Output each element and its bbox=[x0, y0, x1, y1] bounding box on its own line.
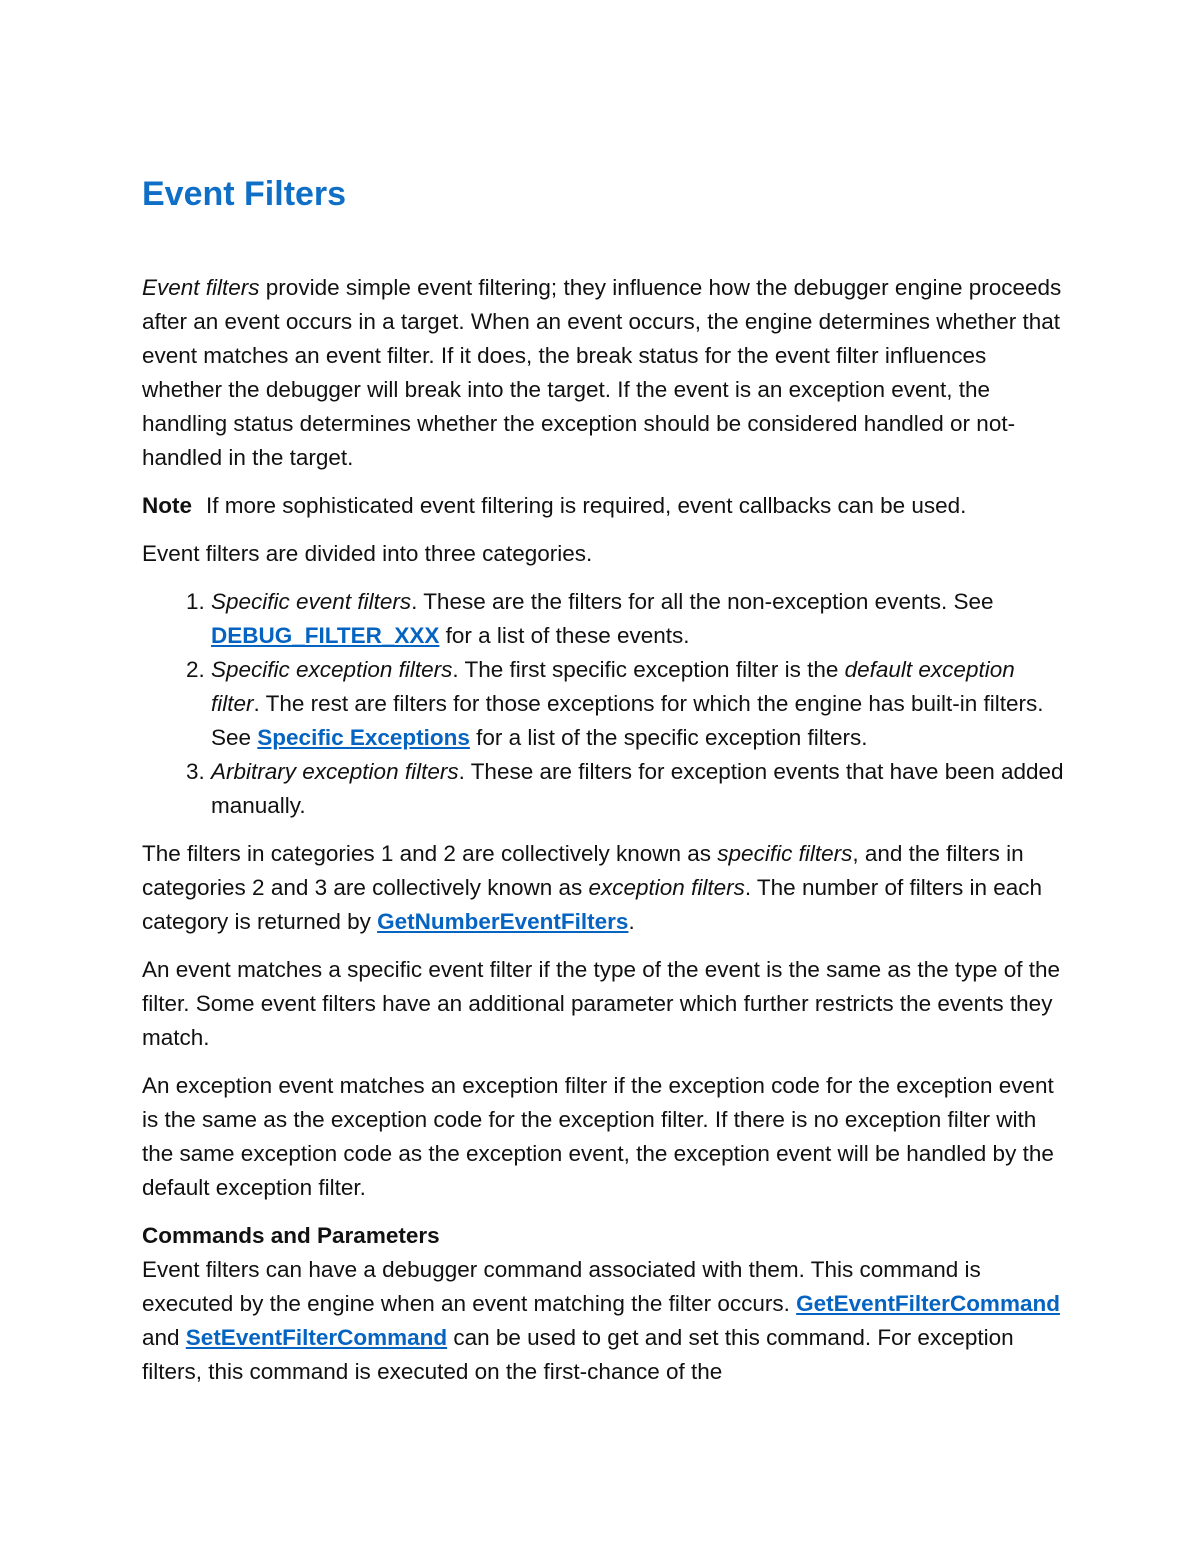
categories-list bbox=[142, 585, 1067, 823]
categories-intro: Event filters are divided into three categories. bbox=[142, 541, 593, 566]
commands-text: and bbox=[142, 1325, 186, 1350]
intro-text: provide simple event filtering; they influence how the debugger engine proceeds after an event occurs in a target. When an event occurs, the engine determines whether that event matches an event filter. If it does, the break status for the event filter influences whether the debugger will break into the target. If the event is an exception event, the handling status determines whether the exception should be considered handled or not-handled in the target. bbox=[142, 275, 1062, 470]
collective-text: . bbox=[628, 909, 635, 934]
match-exception-paragraph: An exception event matches an exception filter if the exception code for the exception event is the same as the exception code for the exception filter. If there is no exception filter with the same exception code as the exception event, the exception event will be handled by the default exception filter. bbox=[142, 1073, 1054, 1200]
category-term: Arbitrary exception filters bbox=[211, 759, 459, 784]
list-item-specific-exception-filters bbox=[211, 653, 1067, 755]
page-title: Event Filters bbox=[142, 175, 347, 213]
category-text: . The first specific exception filter is the bbox=[452, 657, 845, 682]
intro-term: Event filters bbox=[142, 275, 260, 300]
collective-text: . The number of filters in each category is returned by bbox=[142, 875, 1043, 934]
get-event-filter-command-link[interactable]: GetEventFilterCommand bbox=[796, 1291, 1060, 1316]
category-term: Specific exception filters bbox=[211, 657, 453, 682]
collective-text: , and the filters in categories 2 and 3 are collectively known as bbox=[142, 841, 1024, 900]
category-text: for a list of the specific exception filters. bbox=[469, 725, 868, 750]
note-text: If more sophisticated event filtering is required, event callbacks can be used. bbox=[206, 493, 967, 518]
specific-exceptions-link[interactable]: Specific Exceptions bbox=[257, 725, 470, 750]
commands-heading: Commands and Parameters bbox=[142, 1223, 440, 1248]
collective-term-exception: exception filters bbox=[588, 875, 745, 900]
category-text: . The rest are filters for those exceptions for which the engine has built-in filters. See bbox=[211, 691, 1044, 750]
collective-text: The filters in categories 1 and 2 are collectively known as bbox=[142, 841, 718, 866]
note-paragraph bbox=[142, 489, 1067, 523]
intro-paragraph bbox=[142, 271, 1067, 475]
category-text: for a list of these events. bbox=[439, 623, 690, 648]
category-term: Specific event filters bbox=[211, 589, 412, 614]
get-number-event-filters-link[interactable]: GetNumberEventFilters bbox=[377, 909, 629, 934]
category-text: . These are filters for exception events that have been added manually. bbox=[211, 759, 1064, 818]
list-item-arbitrary-exception-filters bbox=[211, 755, 1067, 823]
commands-text: Event filters can have a debugger command associated with them. This command is executed by the engine when an event matching the filter occurs. bbox=[142, 1257, 981, 1316]
commands-text: can be used to get and set this command. For exception filters, this command is executed on the first-chance of the bbox=[142, 1325, 1014, 1384]
set-event-filter-command-link[interactable]: SetEventFilterCommand bbox=[185, 1325, 448, 1350]
category-text: . These are the filters for all the non-exception events. See bbox=[411, 589, 994, 614]
match-specific-paragraph: An event matches a specific event filter if the type of the event is the same as the type of the filter. Some event filters have an additional parameter which further restricts the events they match. bbox=[142, 957, 1061, 1050]
document-body bbox=[142, 271, 1067, 1403]
collective-term-specific: specific filters bbox=[717, 841, 853, 866]
commands-paragraph bbox=[142, 1219, 1067, 1389]
category-term-default: default exception filter bbox=[211, 657, 1015, 716]
list-item-specific-event-filters bbox=[211, 585, 1067, 653]
note-label: Note bbox=[142, 493, 192, 518]
collective-paragraph bbox=[142, 837, 1067, 939]
debug-filter-xxx-link[interactable]: DEBUG_FILTER_XXX bbox=[211, 623, 440, 648]
